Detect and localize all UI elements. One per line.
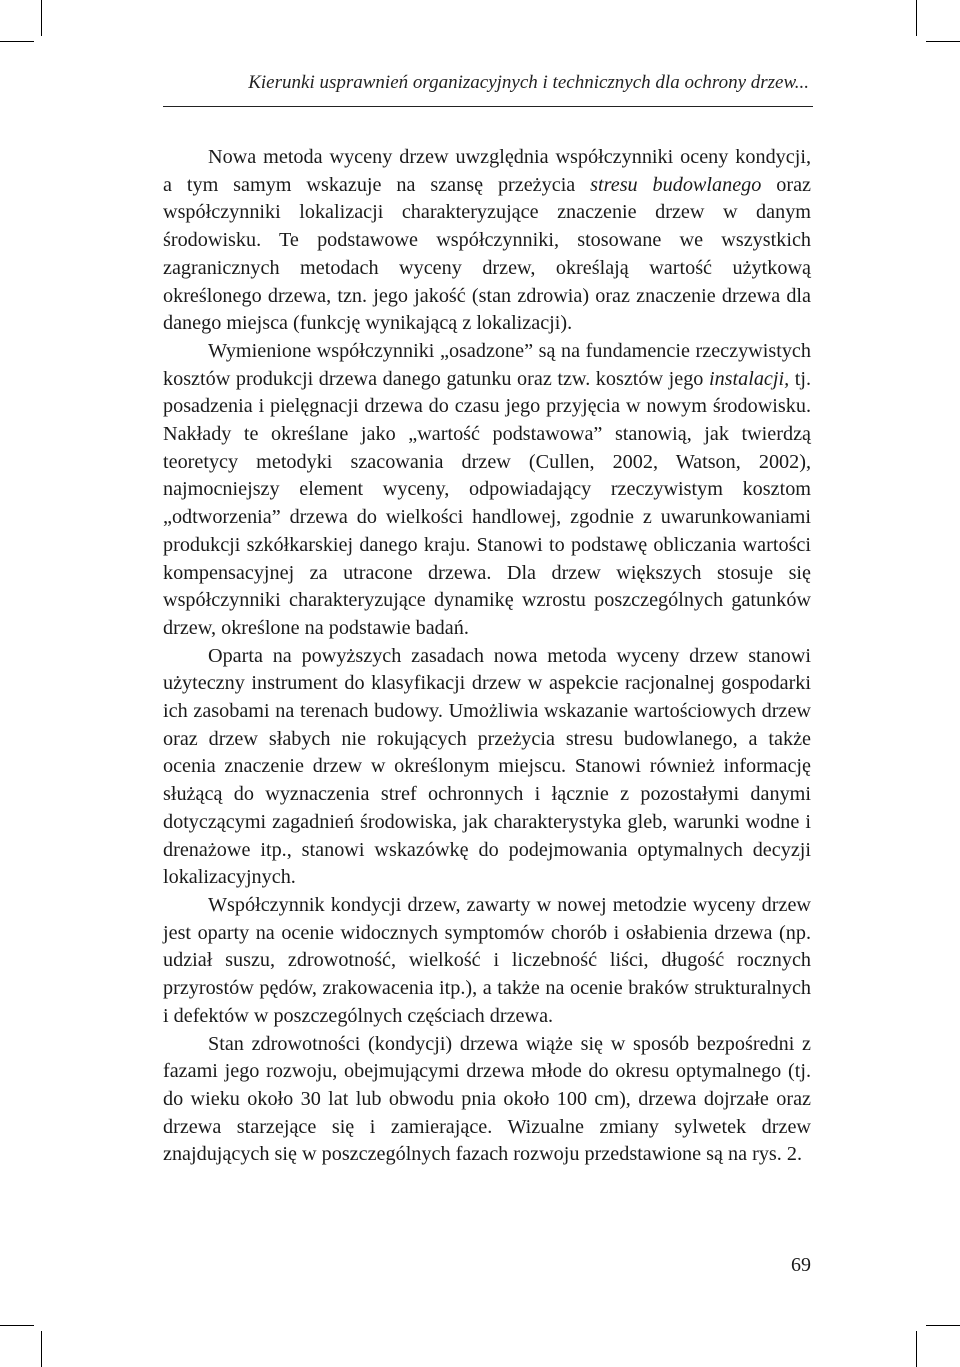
body-paragraph [163, 144, 811, 338]
body-paragraph [163, 338, 811, 643]
crop-mark-bottom-right [916, 1331, 917, 1367]
italic-term: instalacji, [708, 367, 790, 390]
body-paragraph [163, 892, 811, 1031]
text-run: Nowa metoda wyceny drzew uwzględnia współczynniki oceny kondycji, a tym samym wskazuje na szansę przeżycia [163, 146, 811, 196]
page-number: 69 [791, 1254, 811, 1276]
text-run: oraz współczynniki lokalizacji charakteryzujące znaczenie drzew w danym środowisku. Te podstawowe współczynniki, stosowane we wszystkich zagranicznych metodach wyceny drzew, określają wartość użytkową określonego drzewa, tzn. jego jakość (stan zdrowia) oraz znaczenie drzewa dla danego miejsca (funkcję wynikającą z lokalizacji). [163, 173, 811, 335]
body-paragraph [163, 1031, 811, 1170]
text-run: Stan zdrowotności (kondycji) drzewa wiąże się w sposób bezpośredni z fazami jego rozwoju, obejmującymi drzewa młode do okresu optymalnego (tj. do wieku około 30 lat lub obwodu pnia około 100 cm), drzewa dojrzałe oraz drzewa starzejące się i zamierające. Wizualne zmiany sylwetek drzew znajdujących się w poszczególnych fazach rozwoju przedstawione są na rys. 2. [163, 1032, 811, 1166]
text-run: Współczynnik kondycji drzew, zawarty w nowej metodzie wyceny drzew jest oparty na ocenie widocznych symptomów chorób i osłabienia drzewa (np. udział suszu, zdrowotność, wielkość i liczebność liści, długość rocznych przyrostów pędów, zrakowacenia itp.), a także na ocenie braków strukturalnych i defektów w poszczególnych częściach drzewa. [163, 893, 811, 1027]
text-run: Oparta na powyższych zasadach nowa metoda wyceny drzew stanowi użyteczny instrument do klasyfikacji drzew w aspekcie racjonalnej gospodarki ich zasobami na terenach budowy. Umożliwia wskazanie wartościowych drzew oraz drzew słabych nie rokujących przeżycia stresu budowlanego, a także ocenia znaczenie drzew w określonym miejscu. Stanowi również informację służącą do wyznaczenia stref ochronnych i łącznie z pozostałymi danymi dotyczącymi zagadnień środowiska, jak charakterystyka gleb, warunki wodne i drenażowe itp., stanowi wskazówkę do podejmowania optymalnych decyzji lokalizacyjnych. [163, 644, 811, 889]
body-text [163, 144, 811, 1169]
crop-mark-bottom-left [41, 1331, 42, 1367]
crop-mark-bottom-right [926, 1325, 960, 1326]
crop-mark-top-right [926, 41, 960, 42]
text-run: tj. posadzenia i pielęgnacji drzewa do czasu jego przyjęcia w nowym środowisku. Nakłady te określane jako „wartość podstawowa” stanowią, jak twierdzą teoretycy metodyki szacowania drzew (Cullen, 2002, Watson, 2002), najmocniejszy element wyceny, odpowiadający rzeczywistym kosztom „odtworzenia” drzewa do wielkości handlowej, zgodnie z uwarunkowaniami produkcji szkółkarskiej danego kraju. Stanowi to podstawę obliczania wartości kompensacyjnej za utracone drzewa. Dla drzew większych stosuje się współczynniki charakteryzujące dynamikę wzrostu poszczególnych gatunków drzew, określone na podstawie badań. [163, 367, 811, 639]
crop-mark-top-left [0, 41, 34, 42]
crop-mark-bottom-left [0, 1325, 34, 1326]
text-run: Wymienione współczynniki „osadzone” są na fundamencie rzeczywistych kosztów produkcji drzewa danego gatunku oraz tzw. kosztów jego [163, 339, 811, 390]
body-paragraph [163, 643, 811, 892]
header-rule [163, 106, 813, 107]
crop-mark-top-right [916, 0, 917, 36]
italic-term: stresu budowlanego [590, 173, 762, 196]
running-header: Kierunki usprawnień organizacyjnych i technicznych dla ochrony drzew... [248, 72, 809, 93]
crop-mark-top-left [41, 0, 42, 36]
